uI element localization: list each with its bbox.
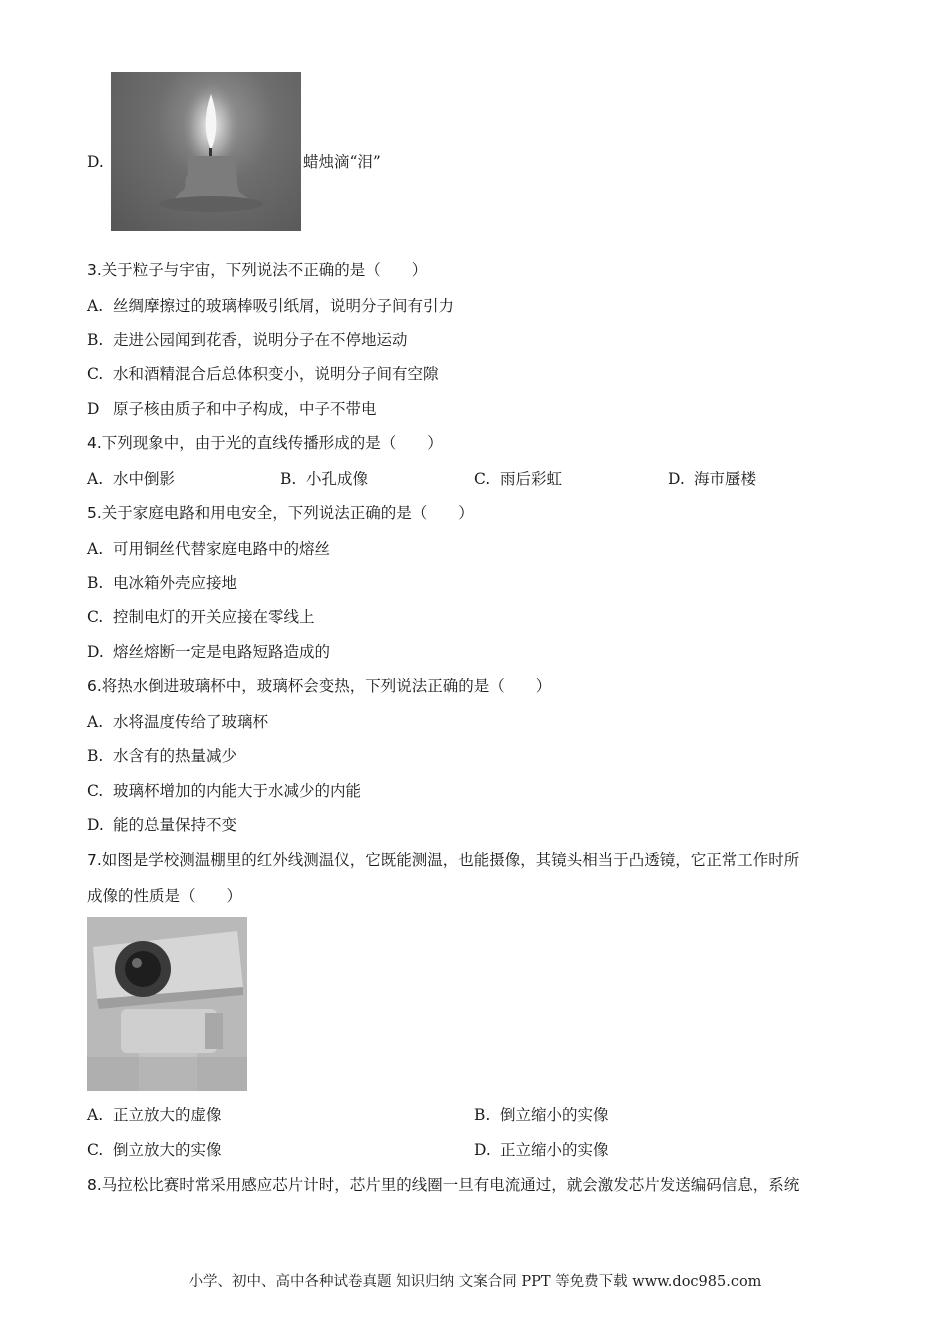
question-5-option-a: A. 可用铜丝代替家庭电路中的熔丝 (87, 540, 331, 558)
question-7-option-b: B. 倒立缩小的实像 (474, 1106, 609, 1124)
question-6-option-d: D. 能的总量保持不变 (87, 816, 238, 834)
question-3-option-c: C. 水和酒精混合后总体积变小，说明分子间有空隙 (87, 365, 439, 383)
question-6-option-b: B. 水含有的热量减少 (87, 747, 238, 765)
question-6-option-a: A. 水将温度传给了玻璃杯 (87, 713, 269, 731)
question-3-option-a: A. 丝绸摩擦过的玻璃棒吸引纸屑，说明分子间有引力 (87, 297, 455, 315)
question-5-option-d: D. 熔丝熔断一定是电路短路造成的 (87, 643, 331, 661)
question-5-option-b: B. 电冰箱外壳应接地 (87, 574, 238, 592)
question-4-option-b: B. 小孔成像 (280, 470, 369, 488)
question-7-stem-line-1: 7.如图是学校测温棚里的红外线测温仪，它既能测温，也能摄像，其镜头相当于凸透镜，它正常工作时所 (87, 851, 800, 869)
question-5-stem: 5.关于家庭电路和用电安全，下列说法正确的是（ ） (87, 504, 474, 522)
question-5-option-c: C. 控制电灯的开关应接在零线上 (87, 608, 315, 626)
option-d-text: 蜡烛滴“泪” (303, 153, 381, 171)
question-7-option-d: D. 正立缩小的实像 (474, 1141, 609, 1159)
question-4-option-c: C. 雨后彩虹 (474, 470, 563, 488)
question-3-option-d: D 原子核由质子和中子构成，中子不带电 (87, 400, 377, 418)
candle-image (111, 72, 301, 231)
question-6-option-c: C. 玻璃杯增加的内能大于水减少的内能 (87, 782, 362, 800)
question-4-option-a: A. 水中倒影 (87, 470, 176, 488)
question-8-stem: 8.马拉松比赛时常采用感应芯片计时，芯片里的线圈一旦有电流通过，就会激发芯片发送编码信息，系统 (87, 1176, 800, 1194)
question-4-stem: 4.下列现象中，由于光的直线传播形成的是（ ） (87, 434, 443, 452)
question-7-option-a: A. 正立放大的虚像 (87, 1106, 222, 1124)
question-7-option-c: C. 倒立放大的实像 (87, 1141, 222, 1159)
question-7-stem-line-2: 成像的性质是（ ） (87, 887, 243, 905)
question-3-option-b: B. 走进公园闻到花香，说明分子在不停地运动 (87, 331, 408, 349)
question-6-stem: 6.将热水倒进玻璃杯中，玻璃杯会变热，下列说法正确的是（ ） (87, 677, 552, 695)
question-4-option-d: D. 海市蜃楼 (668, 470, 757, 488)
page-footer: 小学、初中、高中各种试卷真题 知识归纳 文案合同 PPT 等免费下载 www.doc985.com (188, 1274, 762, 1290)
camera-image (87, 917, 247, 1091)
question-3-stem: 3.关于粒子与宇宙，下列说法不正确的是（ ） (87, 261, 428, 279)
option-d-label: D. (87, 153, 104, 171)
